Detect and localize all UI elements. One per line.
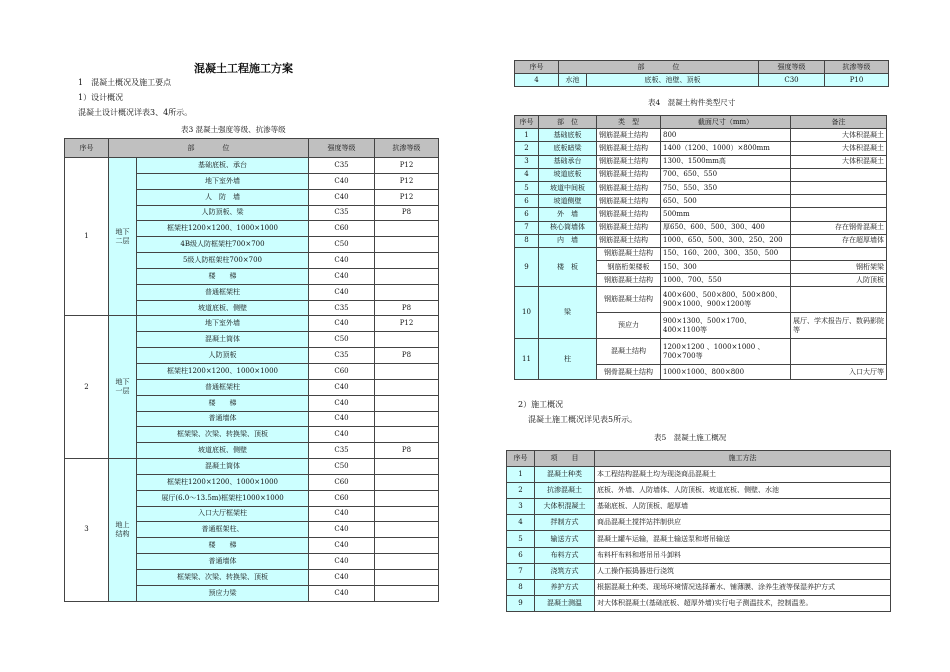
table-cell: C40 [309, 253, 375, 269]
table-cell: P12 [375, 189, 439, 205]
table-cell: 3 [65, 459, 109, 602]
table-cell: C40 [309, 284, 375, 300]
table-cell: 大体积混凝土 [791, 155, 887, 168]
table-cell: 抗渗混凝土 [535, 483, 595, 499]
table-cell: 1300、1500mm高 [661, 155, 791, 168]
table-cell: 钢筋混凝土结构 [597, 208, 661, 221]
table-cell: 拌制方式 [535, 515, 595, 531]
table-cell: C40 [309, 585, 375, 601]
table-cell [375, 554, 439, 570]
table-cell: 500mm [661, 208, 791, 221]
table-row [507, 451, 891, 467]
table-cell: C40 [309, 569, 375, 585]
table-cell: 普通框架柱 [137, 379, 309, 395]
table-cell [375, 284, 439, 300]
table-cell: 大体积混凝土 [791, 142, 887, 155]
table-cell: 6 [515, 195, 539, 208]
col-header: 抗渗等级 [375, 139, 439, 158]
table-cell: P8 [375, 205, 439, 221]
col-header: 部 位 [559, 61, 759, 74]
table-row [507, 499, 891, 515]
table-cell: 根据混凝土种类、现场环境情况选择蓄水、铺薄膜、涂养生液等保湿养护方式 [595, 579, 891, 595]
col-header: 抗渗等级 [825, 61, 889, 74]
col-header: 部 位 [109, 139, 309, 158]
table-cell [375, 427, 439, 443]
table-cell: 人 防 墙 [137, 189, 309, 205]
table-cell: 7 [507, 563, 535, 579]
table-row [515, 339, 887, 365]
table-row [507, 483, 891, 499]
table-cell: 楼 梯 [137, 538, 309, 554]
table-cell: 150、300 [661, 261, 791, 274]
table-cell [791, 208, 887, 221]
table-cell: 1 [507, 467, 535, 483]
table-cell: 人防顶板 [137, 348, 309, 364]
table-row [515, 221, 887, 234]
table-cell: C60 [309, 363, 375, 379]
table-cell: 地下 一层 [109, 316, 137, 459]
col-header: 施工方法 [595, 451, 891, 467]
table-cell: 大体积混凝土 [791, 129, 887, 142]
table-cell: P10 [825, 74, 889, 87]
table-cell: 2 [65, 316, 109, 459]
table-cell: 11 [515, 339, 539, 380]
table-cell: 人防顶板、梁 [137, 205, 309, 221]
table-cell: 框架梁、次梁、转换梁、顶板 [137, 569, 309, 585]
table-cell: P8 [375, 443, 439, 459]
table-row [515, 142, 887, 155]
table-cell: 钢筋混凝土结构 [597, 195, 661, 208]
table-cell [375, 221, 439, 237]
table-cell: 养护方式 [535, 579, 595, 595]
table-cell: 7 [515, 221, 539, 234]
table-cell [375, 411, 439, 427]
table-cell [375, 253, 439, 269]
table3-caption: 表3 混凝土强度等级、抗渗等级 [181, 125, 286, 134]
table-cell: C40 [309, 189, 375, 205]
table-cell: 普通框架柱、 [137, 522, 309, 538]
table-cell: 浇筑方式 [535, 563, 595, 579]
table-cell: 混凝土结构 [597, 339, 661, 365]
table-cell: C60 [309, 474, 375, 490]
table-cell [375, 538, 439, 554]
table-cell: C40 [309, 316, 375, 332]
table-cell: 钢筋混凝土结构 [597, 274, 661, 287]
table-cell: C35 [309, 158, 375, 174]
table-cell: 基础底板 [539, 129, 597, 142]
table-cell: 基础底板、人防顶板、超厚墙 [595, 499, 891, 515]
table-row [515, 155, 887, 168]
table-cell: P12 [375, 173, 439, 189]
table-cell: 6 [515, 208, 539, 221]
col-header: 序号 [507, 451, 535, 467]
table-row [515, 195, 887, 208]
col-header: 序号 [515, 61, 559, 74]
col-header: 备注 [791, 116, 887, 129]
table-cell: 1000×1000、800×800 [661, 365, 791, 380]
table-cell: 3 [515, 155, 539, 168]
table-row [515, 208, 887, 221]
table-cell: P8 [375, 348, 439, 364]
table-row [515, 287, 887, 313]
table-cell [375, 268, 439, 284]
table-cell: C40 [309, 379, 375, 395]
table-cell: 1400（1200、1000）×800mm [661, 142, 791, 155]
table-cell: 2 [507, 483, 535, 499]
table-cell: 楼 板 [539, 247, 597, 287]
intro-construction: 混凝土施工概况详见表5所示。 [528, 415, 638, 424]
table-cell: 入口大厅框架柱 [137, 506, 309, 522]
table-cell [375, 237, 439, 253]
table-cell: 本工程结构混凝土均为现浇商品混凝土 [595, 467, 891, 483]
table-cell: C40 [309, 427, 375, 443]
table3-continued [514, 60, 889, 87]
document-title: 混凝土工程施工方案 [194, 62, 293, 75]
table-cell: 输送方式 [535, 531, 595, 547]
table-cell [375, 459, 439, 475]
table-cell: 钢筋混凝土结构 [597, 287, 661, 313]
table-cell: 楼 梯 [137, 395, 309, 411]
table-cell: 地下室外墙 [137, 173, 309, 189]
table-cell: 人防顶板 [791, 274, 887, 287]
table-cell: 预应力 [597, 313, 661, 339]
table-cell: 钢桁架梁 [791, 261, 887, 274]
table-row [515, 129, 887, 142]
table-cell: 混凝土测温 [535, 595, 595, 611]
col-header: 类 型 [597, 116, 661, 129]
table-cell: C40 [309, 411, 375, 427]
table-cell [375, 474, 439, 490]
table-cell: 4B级人防框架柱700×700 [137, 237, 309, 253]
table-cell: 布料杆布料和塔吊吊斗卸料 [595, 547, 891, 563]
table-row [507, 595, 891, 611]
table-cell: 9 [515, 247, 539, 287]
table-cell: 地下室外墙 [137, 316, 309, 332]
table-cell: 存在钢骨混凝土 [791, 221, 887, 234]
table-cell: 底板、外墙、人防墙体、人防顶板、坡道底板、侧壁、水池 [595, 483, 891, 499]
table-cell: 钢筋混凝土结构 [597, 155, 661, 168]
table-cell: 700、650、550 [661, 168, 791, 181]
table-cell: 存在超厚墙体 [791, 234, 887, 247]
table-cell: P12 [375, 158, 439, 174]
table-cell: 水池 [559, 74, 587, 87]
table-cell: 钢筋混凝土结构 [597, 168, 661, 181]
table-row [515, 247, 887, 260]
table-cell: 钢筋桁架楼板 [597, 261, 661, 274]
table-row [65, 459, 439, 475]
table-cell: 地下 二层 [109, 158, 137, 316]
table-cell: 5级人防框架柱700×700 [137, 253, 309, 269]
table-cell: C35 [309, 348, 375, 364]
col-header: 序号 [65, 139, 109, 158]
table-cell: 钢筋混凝土结构 [597, 234, 661, 247]
table-cell: 梁 [539, 287, 597, 339]
table-cell: 厚650、600、500、300、400 [661, 221, 791, 234]
table-cell: C40 [309, 395, 375, 411]
table-cell: 2 [515, 142, 539, 155]
table-cell: 1 [65, 158, 109, 316]
table-cell: 650、500 [661, 195, 791, 208]
table-cell: 150、160、200、300、350、500 [661, 247, 791, 260]
table-row [507, 563, 891, 579]
table-cell [375, 522, 439, 538]
table-cell: C40 [309, 522, 375, 538]
table-row [515, 116, 887, 129]
table-row [65, 316, 439, 332]
table-cell [791, 339, 887, 365]
table-cell: 坡道中间板 [539, 181, 597, 194]
table-row [507, 579, 891, 595]
table-cell: P12 [375, 316, 439, 332]
table-cell: C35 [309, 443, 375, 459]
table-cell: 大体积混凝土 [535, 499, 595, 515]
table-cell: C40 [309, 538, 375, 554]
table-cell: 钢骨混凝土结构 [597, 365, 661, 380]
table-cell: 坡道底板、侧壁 [137, 443, 309, 459]
table-construction-overview [506, 450, 891, 612]
table-cell: 地上 结构 [109, 459, 137, 602]
table-cell: C50 [309, 332, 375, 348]
table-cell: 柱 [539, 339, 597, 380]
subsection-heading: 1）设计概况 [78, 93, 124, 102]
table-cell: 钢筋混凝土结构 [597, 247, 661, 260]
table-cell: 底板、池壁、顶板 [587, 74, 759, 87]
table-cell: 展厅、学术报告厅、数码影院等 [791, 313, 887, 339]
table-cell [375, 363, 439, 379]
table-cell: C35 [309, 300, 375, 316]
table-cell [375, 585, 439, 601]
table-cell: 900×1300、500×1700、400×1100等 [661, 313, 791, 339]
table-cell: 钢筋混凝土结构 [597, 221, 661, 234]
table-cell [375, 490, 439, 506]
table-row [515, 181, 887, 194]
table-cell: 800 [661, 129, 791, 142]
col-header: 强度等级 [309, 139, 375, 158]
subsection-heading-construction: 2）施工概况 [518, 400, 564, 409]
table-cell: 8 [507, 579, 535, 595]
table-cell: 框架柱1200×1200、1000×1000 [137, 221, 309, 237]
table-cell: 外 墙 [539, 208, 597, 221]
table-cell [791, 181, 887, 194]
table-cell: 混凝土筒体 [137, 332, 309, 348]
table-cell: 钢筋混凝土结构 [597, 142, 661, 155]
table-cell: 框架柱1200×1200、1000×1000 [137, 474, 309, 490]
intro-text: 混凝土设计概况详表3、4所示。 [78, 108, 193, 117]
col-header: 序号 [515, 116, 539, 129]
table-member-sizes [514, 115, 887, 380]
table-cell: 4 [507, 515, 535, 531]
table-row [507, 467, 891, 483]
table-cell: 坡道底板 [539, 168, 597, 181]
table-cell [375, 332, 439, 348]
table-cell [375, 379, 439, 395]
table-cell [375, 569, 439, 585]
table-cell: C40 [309, 268, 375, 284]
col-header: 项 目 [535, 451, 595, 467]
table-cell: C40 [309, 554, 375, 570]
table-cell: 坡道底板、侧壁 [137, 300, 309, 316]
table-cell: 混凝土种类 [535, 467, 595, 483]
table-row [507, 515, 891, 531]
table-cell: 基础底板、承台 [137, 158, 309, 174]
table-cell [375, 506, 439, 522]
table-cell: 400×600、500×800、500×800、900×1000、900×1200等 [661, 287, 791, 313]
table-cell: 预应力梁 [137, 585, 309, 601]
table-row [507, 547, 891, 563]
section-heading: 1 混凝土概况及施工要点 [78, 78, 172, 87]
table-cell: 布料方式 [535, 547, 595, 563]
table-cell: 坡道侧壁 [539, 195, 597, 208]
table-cell: C40 [309, 173, 375, 189]
table-cell: 普通框架柱 [137, 284, 309, 300]
table-cell: 混凝土罐车运输，混凝土输送泵和塔吊输送 [595, 531, 891, 547]
table-cell: 框架梁、次梁、转换梁、顶板 [137, 427, 309, 443]
table-cell: 框架柱1200×1200、1000×1000 [137, 363, 309, 379]
table-cell: C50 [309, 237, 375, 253]
table-cell: 展厅(6.0～13.5m)框架柱1000×1000 [137, 490, 309, 506]
table-cell: 基础承台 [539, 155, 597, 168]
table-cell: 6 [507, 547, 535, 563]
table-cell: 商品混凝土搅拌站拌制供应 [595, 515, 891, 531]
table-cell: 内 墙 [539, 234, 597, 247]
table-cell: 钢筋混凝土结构 [597, 129, 661, 142]
table-cell: 1 [515, 129, 539, 142]
table-cell: C30 [759, 74, 825, 87]
table-row [515, 234, 887, 247]
table-cell: 楼 梯 [137, 268, 309, 284]
table-cell: 钢筋混凝土结构 [597, 181, 661, 194]
table-cell: 9 [507, 595, 535, 611]
table-cell [791, 287, 887, 313]
table-cell: 3 [507, 499, 535, 515]
table-cell: 普通墙体 [137, 554, 309, 570]
table-cell: P8 [375, 300, 439, 316]
table-cell: 人工操作振捣器进行浇筑 [595, 563, 891, 579]
table-strength-grades [64, 138, 439, 602]
table-cell: 入口大厅等 [791, 365, 887, 380]
col-header: 截面尺寸（mm） [661, 116, 791, 129]
table-cell: 750、550、350 [661, 181, 791, 194]
table-cell: 普通墙体 [137, 411, 309, 427]
table-cell: 1000、650、500、300、250、200 [661, 234, 791, 247]
table-row [65, 158, 439, 174]
table-row [507, 531, 891, 547]
table4-caption: 表4 混凝土构件类型尺寸 [648, 98, 736, 107]
table-cell: 5 [507, 531, 535, 547]
table-cell [791, 195, 887, 208]
col-header: 部 位 [539, 116, 597, 129]
table-cell [791, 168, 887, 181]
table-cell: 对大体积混凝土(基础底板、超厚外墙)实行电子测温技术，控制温差。 [595, 595, 891, 611]
table5-caption: 表5 混凝土施工概况 [654, 433, 727, 442]
table-cell: C50 [309, 459, 375, 475]
table-cell [375, 395, 439, 411]
table-cell: 10 [515, 287, 539, 339]
table-cell: 4 [515, 74, 559, 87]
table-cell: C60 [309, 221, 375, 237]
table-cell: 核心筒墙体 [539, 221, 597, 234]
table-cell: C35 [309, 205, 375, 221]
table-cell: 1000、700、550 [661, 274, 791, 287]
table-cell [791, 247, 887, 260]
table-cell: C40 [309, 506, 375, 522]
table-cell: 8 [515, 234, 539, 247]
table-cell: 5 [515, 181, 539, 194]
table-row [515, 168, 887, 181]
table-cell: 4 [515, 168, 539, 181]
table-cell: 1200×1200 、1000×1000 、700×700等 [661, 339, 791, 365]
table-cell: C60 [309, 490, 375, 506]
table-cell: 混凝土筒体 [137, 459, 309, 475]
table-row [65, 139, 439, 158]
col-header: 强度等级 [759, 61, 825, 74]
table-cell: 底板暗梁 [539, 142, 597, 155]
